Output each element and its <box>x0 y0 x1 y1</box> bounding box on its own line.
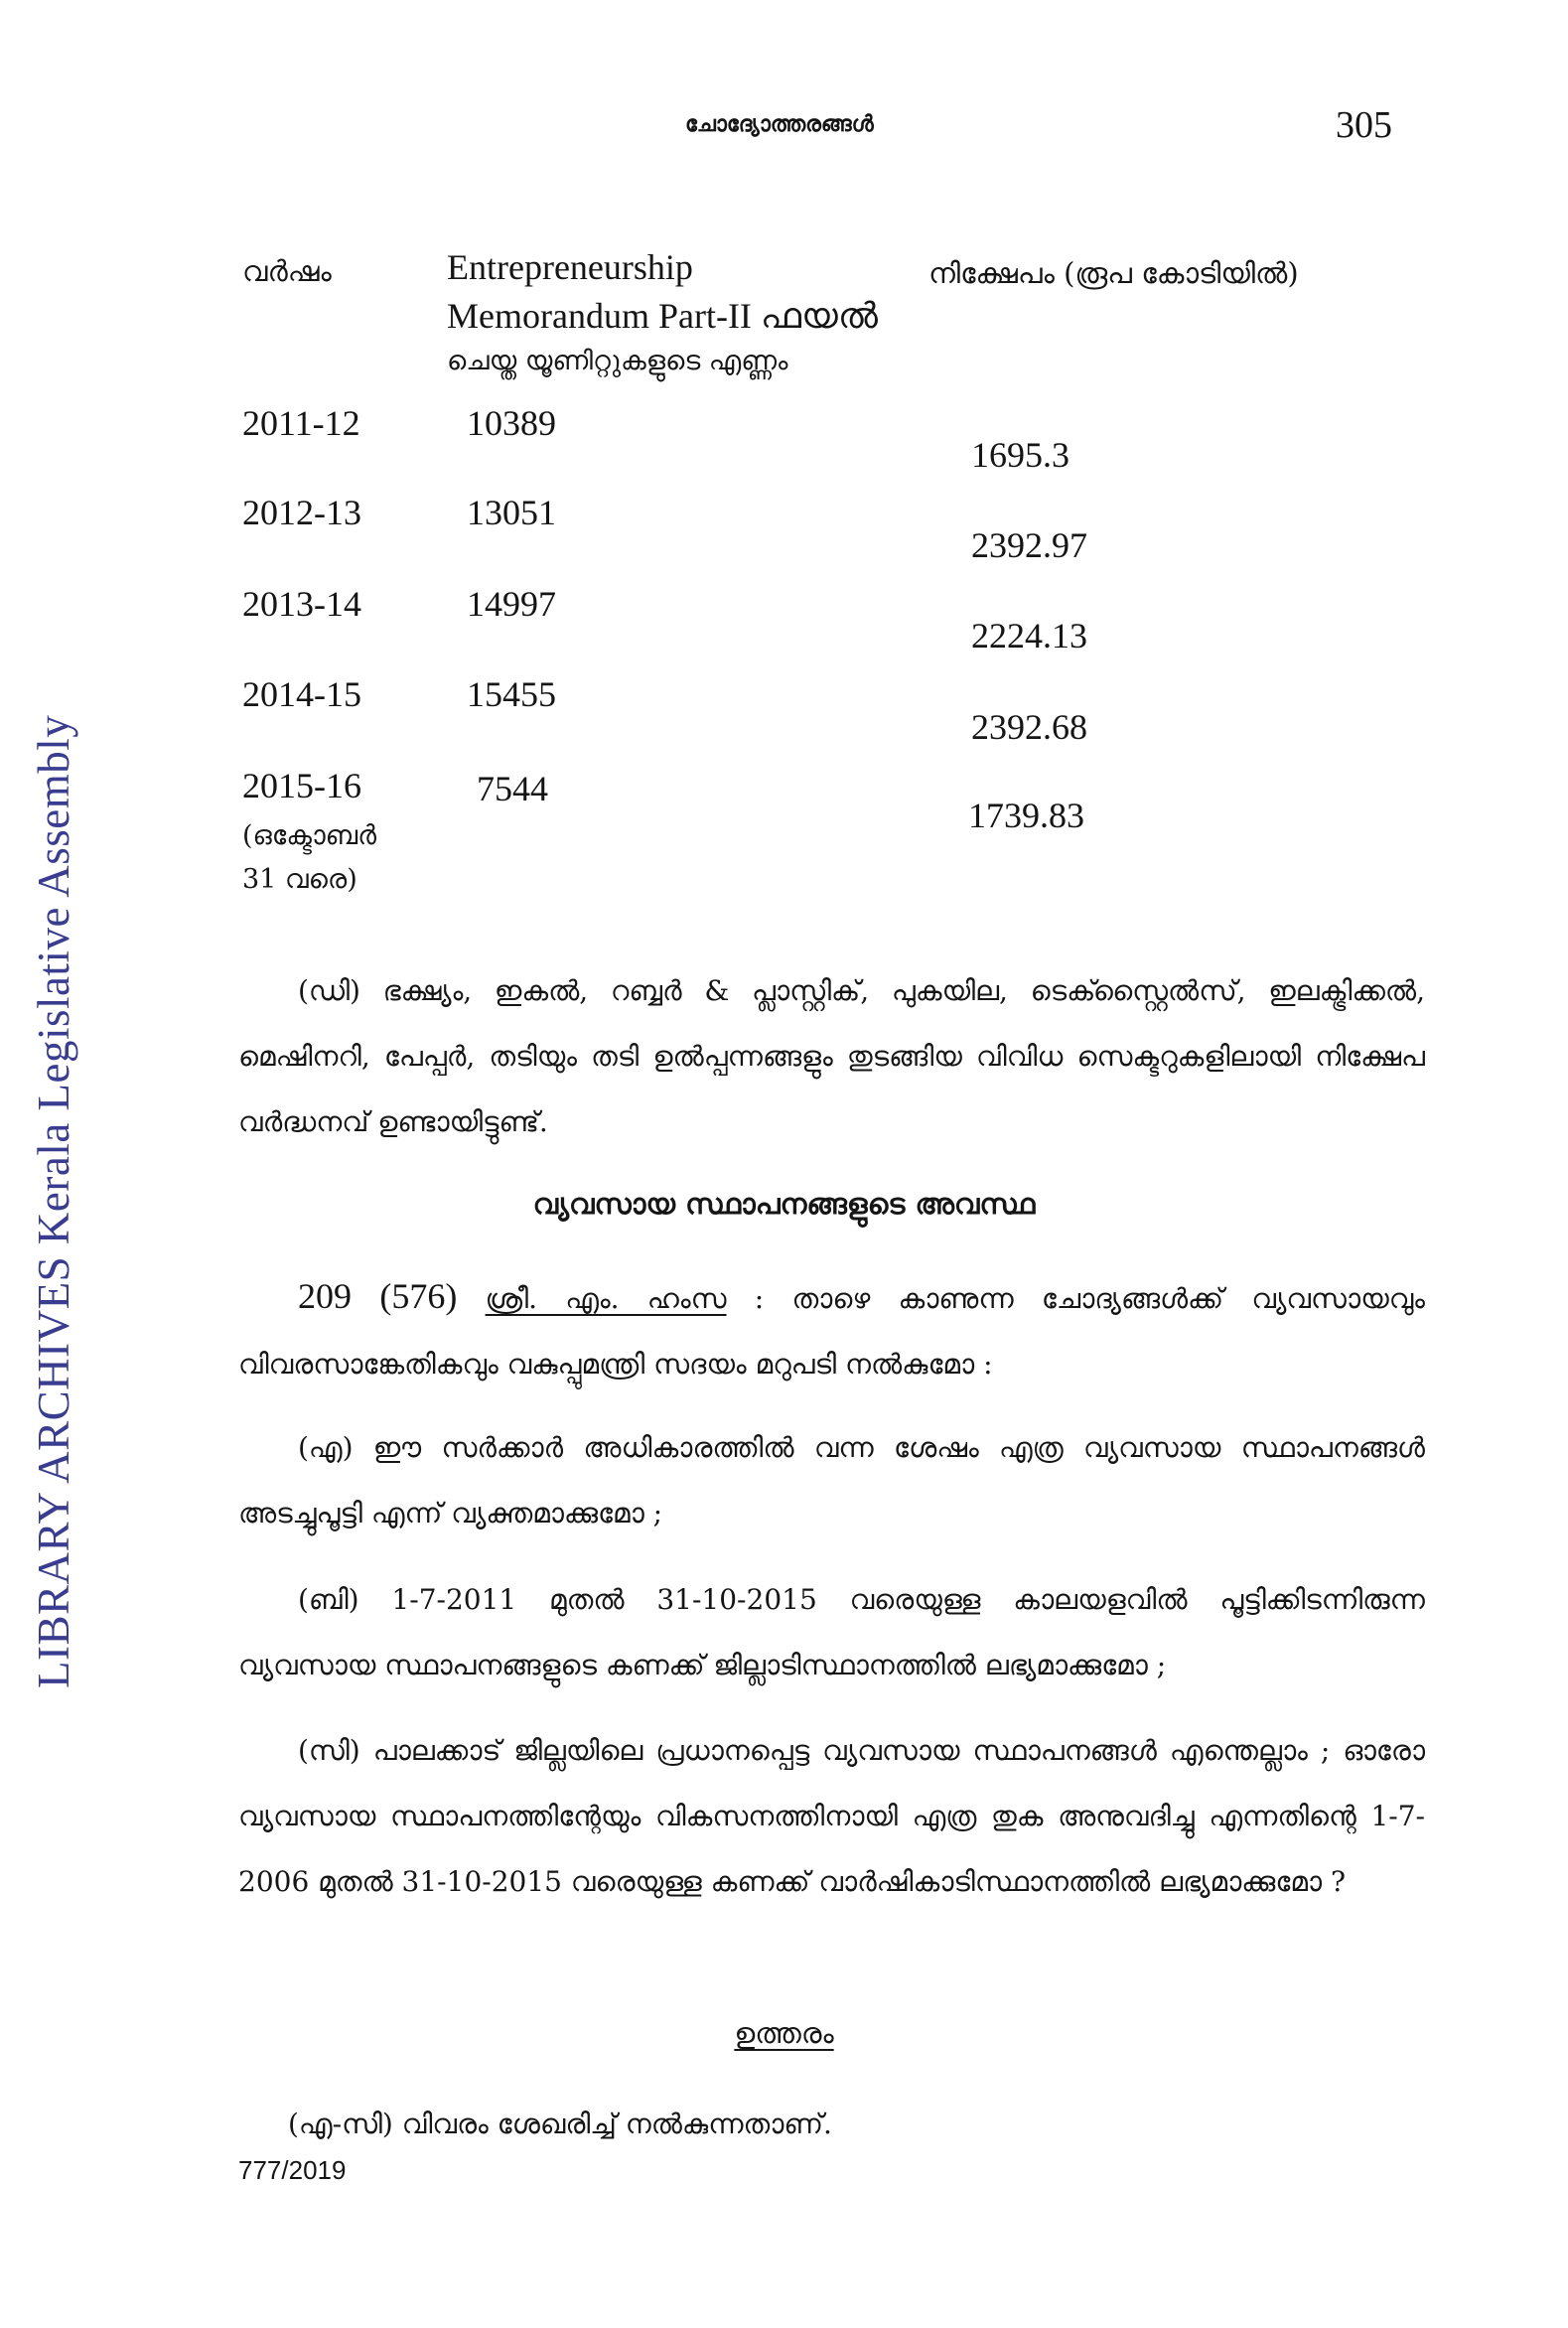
question-a <box>238 1415 1425 1546</box>
row-year: 2014-15 <box>242 674 361 714</box>
question-b <box>238 1567 1425 1698</box>
question-c <box>238 1718 1425 1915</box>
running-title: ചോദ്യോത്തരങ്ങൾ <box>685 111 874 137</box>
row-investment: 1695.3 <box>971 435 1069 475</box>
question-intro <box>238 1263 1425 1397</box>
page-number: 305 <box>1336 104 1392 146</box>
question-number: 209 (576) <box>298 1276 458 1316</box>
row-year: 2015-16 <box>242 766 361 805</box>
paragraph-d-text: (ഡി) ഭക്ഷ്യം, ഇകൽ, റബ്ബർ & പ്ലാസ്റ്റിക്, പുകയില, ടെക്സ്റ്റൈൽസ്, ഇലക്ട്രിക്കൽ, മെഷിനറി, പേപ്പർ, തടിയും തടി ഉൽപ്പന്നങ്ങളും തുടങ്ങിയ വിവിധ സെക്ടറുകളിലായി നിക്ഷേപ വർദ്ധനവ് ഉണ്ടായിട്ടുണ്ട്. <box>238 974 1425 1138</box>
question-block <box>238 1263 1425 1397</box>
row-year: 2013-14 <box>242 584 361 624</box>
question-a-text: (എ) ഈ സർക്കാർ അധികാരത്തിൽ വന്ന ശേഷം എത്ര വ്യവസായ സ്ഥാപനങ്ങൾ അടച്ചുപൂട്ടി എന്ന് വ്യക്തമാക്കുമോ ; <box>238 1431 1425 1529</box>
question-b-text: (ബി) 1-7-2011 മുതൽ 31-10-2015 വരെയുള്ള കാലയളവിൽ പൂട്ടിക്കിടന്നിരുന്ന വ്യവസായ സ്ഥാപനങ്ങളുടെ കണക്ക് ജില്ലാടിസ്ഥാനത്തിൽ ലഭ്യമാക്കുമോ ; <box>238 1583 1425 1681</box>
question-intro-text: : താഴെ കാണുന്ന ചോദ്യങ്ങൾക്ക് വ്യവസായവും വിവരസാങ്കേതികവും വകുപ്പുമന്ത്രി സദയം മറുപടി നൽകുമോ : <box>238 1282 1426 1381</box>
row-units: 10389 <box>467 403 556 443</box>
member-name: ശ്രീ. എം. ഹംസ <box>485 1282 727 1315</box>
row-units: 14997 <box>467 584 556 624</box>
paragraph-d <box>238 958 1425 1155</box>
row-year-note: (ഒക്ടോബർ <box>242 820 377 851</box>
header-year: വർഷം <box>242 254 332 288</box>
header-units-line2: Memorandum Part-II ഫയൽ <box>447 296 878 336</box>
header-units-line3: ചെയ്ത യൂണിറ്റുകളുടെ എണ്ണം <box>447 346 788 376</box>
row-year-note: 31 വരെ) <box>242 864 357 895</box>
section-heading: വ്യവസായ സ്ഥാപനങ്ങളുടെ അവസ്ഥ <box>532 1187 1036 1221</box>
header-investment: നിക്ഷേപം (രൂപ കോടിയിൽ) <box>928 256 1299 290</box>
row-units: 7544 <box>477 769 548 808</box>
row-investment: 2224.13 <box>971 616 1087 655</box>
question-c-text: (സി) പാലക്കാട് ജില്ലയിലെ പ്രധാനപ്പെട്ട വ്യവസായ സ്ഥാപനങ്ങൾ എന്തെല്ലാം ; ഓരോ വ്യവസായ സ്ഥാപനത്തിന്റേയും വികസനത്തിനായി എത്ര തുക അനുവദിച്ചു എന്നതിന്റെ 1-7-2006 മുതൽ 31-10-2015 വരെയുള്ള കണക്ക് വാർഷികാടിസ്ഥാനത്തിൽ ലഭ്യമാക്കുമോ ? <box>238 1734 1425 1898</box>
header-units-line1: Entrepreneurship <box>447 247 693 287</box>
footer-code: 777/2019 <box>238 2155 347 2185</box>
row-year: 2012-13 <box>242 493 361 532</box>
side-watermark: LIBRARY ARCHIVES Kerala Legislative Assembly <box>29 714 78 1688</box>
row-units: 15455 <box>467 674 556 714</box>
row-year: 2011-12 <box>242 403 360 443</box>
row-investment: 1739.83 <box>968 796 1084 835</box>
row-investment: 2392.68 <box>971 707 1087 747</box>
row-units: 13051 <box>467 493 556 532</box>
row-investment: 2392.97 <box>971 525 1087 565</box>
answer-heading: ഉത്തരം <box>734 2016 834 2050</box>
answer-text: (എ-സി) വിവരം ശേഖരിച്ച് നൽകുന്നതാണ്. <box>288 2108 832 2140</box>
